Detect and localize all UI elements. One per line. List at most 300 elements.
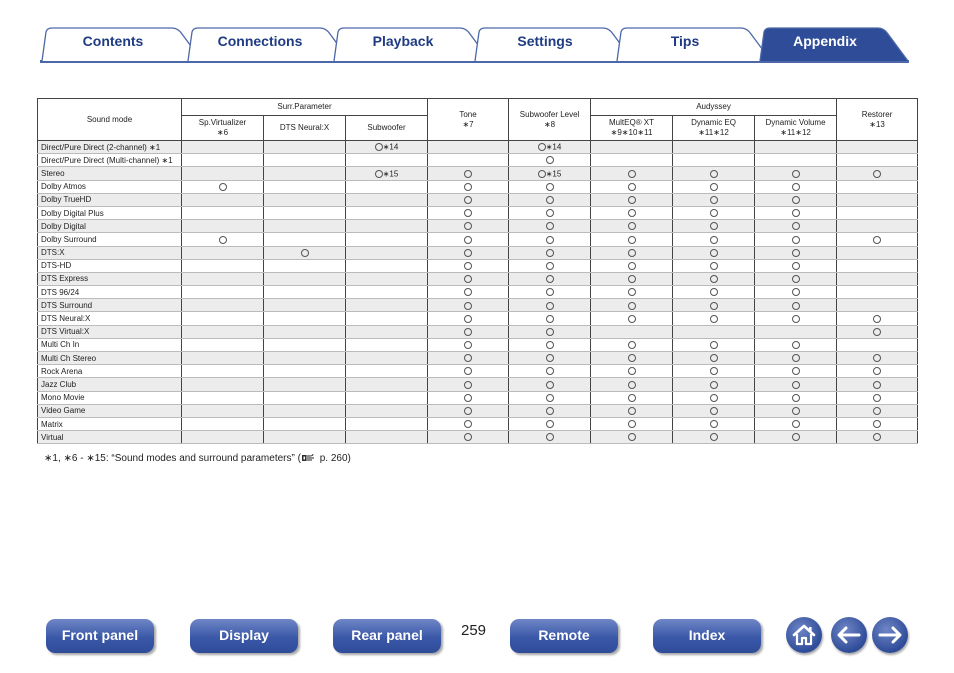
table-row [38,391,918,404]
table-cell [182,431,264,444]
supported-circle-icon [710,407,718,415]
sp-virtualizer-label: Sp.Virtualizer [198,118,247,127]
table-cell [264,352,346,365]
sound-mode-name: DTS 96/24 [38,286,182,299]
supported-circle-icon [464,315,472,323]
table-cell [837,417,918,430]
supported-circle-icon [464,262,472,270]
table-cell [182,272,264,285]
dynamic-eq-label: Dynamic EQ [691,118,736,127]
supported-circle-icon [546,288,554,296]
table-cell [509,141,591,154]
table-row [38,259,918,272]
table-cell [837,404,918,417]
sound-mode-name: Dolby Atmos [38,180,182,193]
table-cell [182,352,264,365]
table-cell [264,167,346,180]
table-cell [346,299,428,312]
table-cell [837,206,918,219]
multeq-label: MultEQ® XT [609,118,655,127]
supported-circle-icon [538,143,546,151]
table-cell [428,154,509,167]
table-cell [428,246,509,259]
supported-circle-icon [464,183,472,191]
table-cell [591,259,673,272]
index-button[interactable]: Index [653,619,761,653]
table-row [38,154,918,167]
table-cell [264,233,346,246]
table-cell [755,220,837,233]
supported-circle-icon [546,249,554,257]
supported-circle-icon [710,196,718,204]
cell-reference: ∗15 [545,169,562,179]
table-row [38,365,918,378]
table-cell [428,338,509,351]
sound-mode-name: Stereo [38,167,182,180]
table-cell [591,352,673,365]
supported-circle-icon [792,170,800,178]
table-cell [182,259,264,272]
supported-circle-icon [628,367,636,375]
table-cell [673,233,755,246]
table-cell [673,154,755,167]
table-cell [591,365,673,378]
table-cell [673,259,755,272]
tab-settings[interactable] [473,26,635,60]
table-cell [346,193,428,206]
table-cell [673,220,755,233]
supported-circle-icon [464,341,472,349]
supported-circle-icon [628,354,636,362]
sound-mode-name: Multi Ch Stereo [38,352,182,365]
home-button[interactable] [786,617,822,653]
supported-circle-icon [628,275,636,283]
supported-circle-icon [628,183,636,191]
table-cell [264,286,346,299]
table-row [38,246,918,259]
supported-circle-icon [546,394,554,402]
supported-circle-icon [219,236,227,244]
table-cell [673,404,755,417]
supported-circle-icon [792,288,800,296]
footnote-text: ∗1, ∗6 - ∗15: “Sound modes and surround parameters” ( [44,453,301,465]
table-cell [182,299,264,312]
supported-circle-icon [546,420,554,428]
table-cell [755,431,837,444]
table-cell [673,206,755,219]
supported-circle-icon [628,236,636,244]
table-cell [509,220,591,233]
table-cell [182,325,264,338]
table-cell [428,391,509,404]
table-cell [755,299,837,312]
supported-circle-icon [546,209,554,217]
table-cell [428,325,509,338]
table-cell [264,312,346,325]
table-cell [509,378,591,391]
table-cell [755,338,837,351]
table-cell [182,233,264,246]
table-cell [182,417,264,430]
supported-circle-icon [710,222,718,230]
table-cell [673,180,755,193]
supported-circle-icon [546,315,554,323]
table-cell [182,365,264,378]
table-cell [591,272,673,285]
supported-circle-icon [792,262,800,270]
sound-mode-name: Direct/Pure Direct (2-channel) ∗1 [38,141,182,154]
supported-circle-icon [710,302,718,310]
sound-mode-name: Mono Movie [38,391,182,404]
sound-mode-name: DTS Virtual:X [38,325,182,338]
table-cell [837,391,918,404]
supported-circle-icon [792,196,800,204]
supported-circle-icon [464,394,472,402]
table-row [38,286,918,299]
supported-circle-icon [792,420,800,428]
supported-circle-icon [464,381,472,389]
table-cell [837,325,918,338]
table-cell [755,312,837,325]
arrow-left-icon [831,617,867,653]
table-cell [428,378,509,391]
supported-circle-icon [792,341,800,349]
table-cell [509,312,591,325]
supported-circle-icon [546,341,554,349]
table-cell [264,246,346,259]
supported-circle-icon [710,236,718,244]
table-row [38,206,918,219]
table-cell [346,352,428,365]
supported-circle-icon [375,170,383,178]
tab-playback[interactable] [332,26,492,60]
supported-circle-icon [464,354,472,362]
table-cell [346,338,428,351]
table-cell [509,325,591,338]
supported-circle-icon [792,394,800,402]
table-cell [346,272,428,285]
tone-header-ref: ∗7 [462,119,474,129]
table-cell [837,180,918,193]
sound-mode-name: Multi Ch In [38,338,182,351]
table-cell [509,352,591,365]
sound-mode-name: DTS:X [38,246,182,259]
supported-circle-icon [792,275,800,283]
table-cell [509,299,591,312]
table-cell [509,167,591,180]
sound-mode-name: DTS Neural:X [38,312,182,325]
table-cell [837,141,918,154]
tab-contents[interactable] [40,26,204,60]
tab-label: Appendix [793,33,857,49]
sound-mode-name: Dolby Digital Plus [38,206,182,219]
table-cell [264,180,346,193]
table-cell [509,338,591,351]
supported-circle-icon [710,341,718,349]
dynamic-volume-header [755,116,837,141]
table-cell [182,391,264,404]
page-260-link[interactable]: p. 260) [316,453,351,465]
table-cell [182,141,264,154]
sound-mode-name: Rock Arena [38,365,182,378]
home-icon [786,617,822,653]
table-cell [837,193,918,206]
tab-label: Settings [517,33,573,49]
table-cell [428,167,509,180]
supported-circle-icon [873,407,881,415]
table-cell [591,220,673,233]
table-cell [673,141,755,154]
table-cell [346,246,428,259]
supported-circle-icon [464,170,472,178]
table-cell [182,338,264,351]
supported-circle-icon [464,328,472,336]
table-cell [428,180,509,193]
supported-circle-icon [628,196,636,204]
supported-circle-icon [546,236,554,244]
table-cell [428,259,509,272]
supported-circle-icon [464,236,472,244]
table-row [38,417,918,430]
table-row [38,431,918,444]
table-cell [591,246,673,259]
table-row [38,180,918,193]
cell-reference: ∗14 [382,142,399,152]
supported-circle-icon [710,183,718,191]
supported-circle-icon [873,315,881,323]
supported-circle-icon [792,315,800,323]
supported-circle-icon [873,170,881,178]
sp-virtualizer-ref: ∗6 [216,128,229,137]
dynamic-eq-header [673,116,755,141]
table-cell [346,417,428,430]
table-cell [591,286,673,299]
table-cell [264,325,346,338]
supported-circle-icon [873,354,881,362]
table-cell [428,352,509,365]
pointing-hand-icon [301,452,317,465]
table-cell [509,259,591,272]
restorer-header [837,99,918,141]
sound-mode-name: Matrix [38,417,182,430]
supported-circle-icon [628,170,636,178]
supported-circle-icon [792,381,800,389]
table-cell [673,352,755,365]
table-cell [591,312,673,325]
sound-mode-name: Dolby Surround [38,233,182,246]
table-cell [509,272,591,285]
supported-circle-icon [546,183,554,191]
supported-circle-icon [710,170,718,178]
table-cell [591,338,673,351]
supported-circle-icon [792,407,800,415]
supported-circle-icon [464,209,472,217]
table-cell [182,154,264,167]
front-panel-button[interactable]: Front panel [46,619,154,653]
table-cell [837,352,918,365]
tab-connections[interactable] [186,26,352,60]
sound-mode-name: Dolby TrueHD [38,193,182,206]
supported-circle-icon [538,170,546,178]
supported-circle-icon [628,222,636,230]
table-cell [509,431,591,444]
table-cell [428,272,509,285]
table-row [38,325,918,338]
table-cell [509,246,591,259]
tone-header [428,99,509,141]
sound-mode-rows [38,141,918,444]
table-cell [264,391,346,404]
cell-reference: ∗14 [545,142,562,152]
table-cell [837,378,918,391]
table-cell [509,391,591,404]
supported-circle-icon [464,367,472,375]
sound-mode-header: Sound mode [38,99,182,141]
table-cell [346,404,428,417]
supported-circle-icon [792,354,800,362]
sp-virtualizer-header [182,116,264,141]
table-cell [591,431,673,444]
sound-mode-name: Direct/Pure Direct (Multi-channel) ∗1 [38,154,182,167]
supported-circle-icon [464,302,472,310]
supported-circle-icon [792,302,800,310]
back-button[interactable] [831,617,867,653]
table-cell [755,167,837,180]
forward-button[interactable] [872,617,908,653]
table-cell [755,272,837,285]
table-row [38,312,918,325]
supported-circle-icon [710,433,718,441]
table-cell [755,246,837,259]
table-cell [591,193,673,206]
supported-circle-icon [464,288,472,296]
table-cell [755,180,837,193]
subwoofer-level-label: Subwoofer Level [519,109,580,119]
table-cell [346,378,428,391]
supported-circle-icon [792,367,800,375]
supported-circle-icon [792,249,800,257]
table-cell [182,206,264,219]
supported-circle-icon [546,367,554,375]
table-cell [591,378,673,391]
table-cell [591,233,673,246]
table-cell [182,167,264,180]
supported-circle-icon [546,381,554,389]
tab-label: Playback [372,33,434,49]
supported-circle-icon [219,183,227,191]
table-cell [673,378,755,391]
table-cell [837,299,918,312]
table-cell [673,272,755,285]
table-cell [182,312,264,325]
supported-circle-icon [710,209,718,217]
supported-circle-icon [710,315,718,323]
table-cell [755,417,837,430]
tab-label: Tips [670,33,700,49]
multeq-ref: ∗9∗10∗11 [610,128,653,137]
subwoofer-header: Subwoofer [346,116,428,141]
table-cell [509,417,591,430]
supported-circle-icon [628,407,636,415]
table-cell [428,365,509,378]
dynamic-volume-ref: ∗11∗12 [780,128,811,137]
subwoofer-level-ref: ∗8 [543,119,556,129]
surr-parameter-header: Surr.Parameter [182,99,428,116]
table-cell [182,246,264,259]
table-cell [428,220,509,233]
table-cell [428,417,509,430]
table-cell [264,193,346,206]
supported-circle-icon [792,236,800,244]
supported-circle-icon [710,394,718,402]
table-cell [264,365,346,378]
supported-circle-icon [546,262,554,270]
table-cell [346,431,428,444]
table-cell [837,259,918,272]
table-cell [755,233,837,246]
supported-circle-icon [710,249,718,257]
supported-circle-icon [628,288,636,296]
table-cell [264,220,346,233]
table-row [38,141,918,154]
table-cell [673,246,755,259]
audyssey-header: Audyssey [591,99,837,116]
table-cell [182,193,264,206]
supported-circle-icon [710,354,718,362]
supported-circle-icon [873,394,881,402]
table-cell [182,220,264,233]
supported-circle-icon [546,196,554,204]
table-cell [264,259,346,272]
table-cell [591,325,673,338]
table-cell [755,286,837,299]
sound-mode-name: Dolby Digital [38,220,182,233]
tone-header-label: Tone [459,109,477,119]
table-cell [591,154,673,167]
supported-circle-icon [710,381,718,389]
table-cell [755,352,837,365]
table-cell [509,193,591,206]
table-cell [346,325,428,338]
table-cell [837,286,918,299]
sound-mode-name: DTS-HD [38,259,182,272]
sound-mode-name: DTS Express [38,272,182,285]
footnote [44,452,351,465]
table-cell [264,338,346,351]
tab-tips[interactable] [615,26,773,60]
supported-circle-icon [628,302,636,310]
supported-circle-icon [628,209,636,217]
display-button[interactable]: Display [190,619,298,653]
supported-circle-icon [464,196,472,204]
subwoofer-level-header [509,99,591,141]
supported-circle-icon [375,143,383,151]
table-cell [346,365,428,378]
table-cell [346,141,428,154]
table-cell [264,299,346,312]
table-cell [264,378,346,391]
table-cell [346,391,428,404]
supported-circle-icon [546,328,554,336]
table-cell [509,206,591,219]
rear-panel-button[interactable]: Rear panel [333,619,441,653]
remote-button[interactable]: Remote [510,619,618,653]
supported-circle-icon [464,420,472,428]
tab-appendix[interactable] [758,26,910,60]
table-cell [837,154,918,167]
table-row [38,272,918,285]
table-cell [182,180,264,193]
